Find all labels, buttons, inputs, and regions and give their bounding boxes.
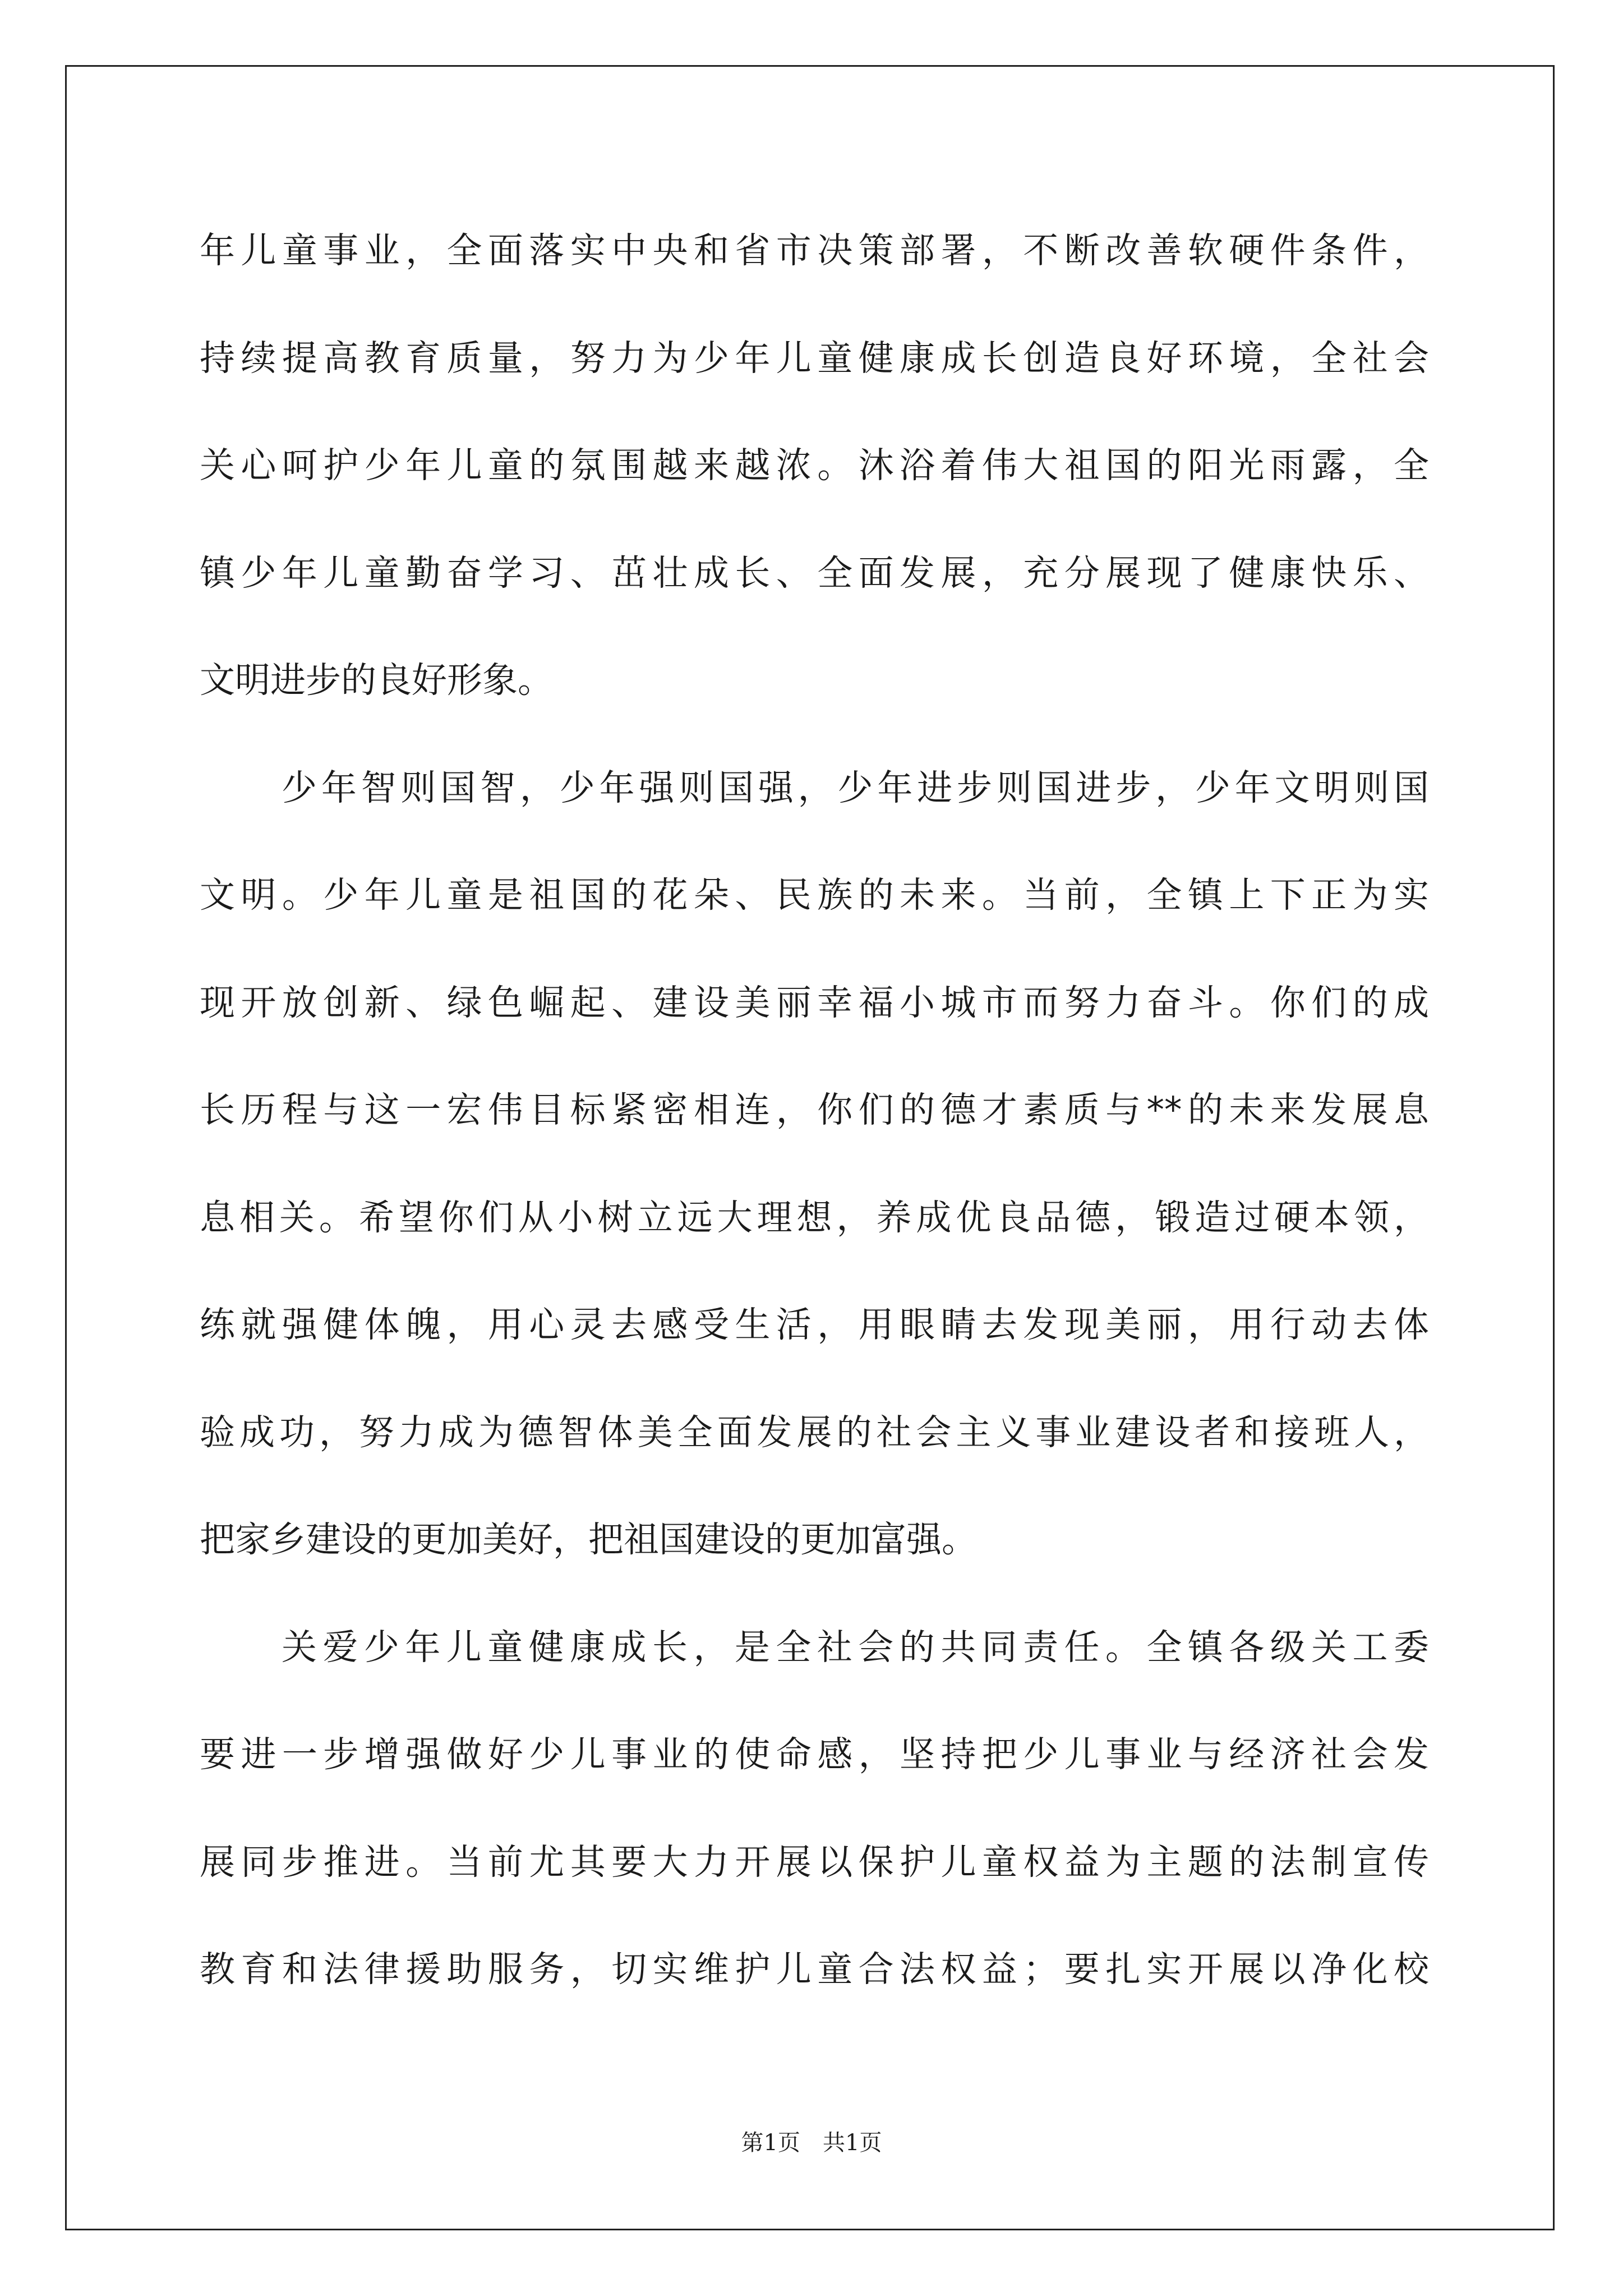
page-number-footer: 第1页 共1页	[741, 2130, 882, 2156]
text-line: 教育和法律援助服务，切实维护儿童合法权益；要扎实开展以净化校	[200, 1949, 1429, 1990]
text-line: 关爱少年儿童健康成长，是全社会的共同责任。全镇各级关工委	[282, 1627, 1429, 1668]
text-line: 文明。少年儿童是祖国的花朵、民族的未来。当前，全镇上下正为实	[200, 875, 1429, 915]
text-line: 息相关。希望你们从小树立远大理想，养成优良品德，锻造过硬本领，	[200, 1197, 1429, 1238]
text-line: 长历程与这一宏伟目标紧密相连，你们的德才素质与**的未来发展息	[200, 1089, 1429, 1130]
text-line: 文明进步的良好形象。	[200, 660, 553, 701]
text-line: 持续提高教育质量，努力为少年儿童健康成长创造良好环境，全社会	[200, 338, 1429, 379]
text-line: 关心呵护少年儿童的氛围越来越浓。沐浴着伟大祖国的阳光雨露，全	[200, 445, 1429, 486]
page-border	[65, 65, 1555, 2230]
text-line: 要进一步增强做好少儿事业的使命感，坚持把少儿事业与经济社会发	[200, 1734, 1429, 1775]
text-line: 把家乡建设的更加美好，把祖国建设的更加富强。	[200, 1519, 977, 1560]
text-line: 展同步推进。当前尤其要大力开展以保护儿童权益为主题的法制宣传	[200, 1842, 1429, 1883]
text-line: 少年智则国智，少年强则国强，少年进步则国进步，少年文明则国	[282, 767, 1429, 808]
text-line: 年儿童事业，全面落实中央和省市决策部署，不断改善软硬件条件，	[200, 230, 1429, 271]
text-line: 现开放创新、绿色崛起、建设美丽幸福小城市而努力奋斗。你们的成	[200, 982, 1429, 1023]
text-line: 镇少年儿童勤奋学习、茁壮成长、全面发展，充分展现了健康快乐、	[200, 553, 1429, 593]
text-line: 练就强健体魄，用心灵去感受生活，用眼睛去发现美丽，用行动去体	[200, 1304, 1429, 1345]
text-line: 验成功，努力成为德智体美全面发展的社会主义事业建设者和接班人，	[200, 1412, 1429, 1453]
